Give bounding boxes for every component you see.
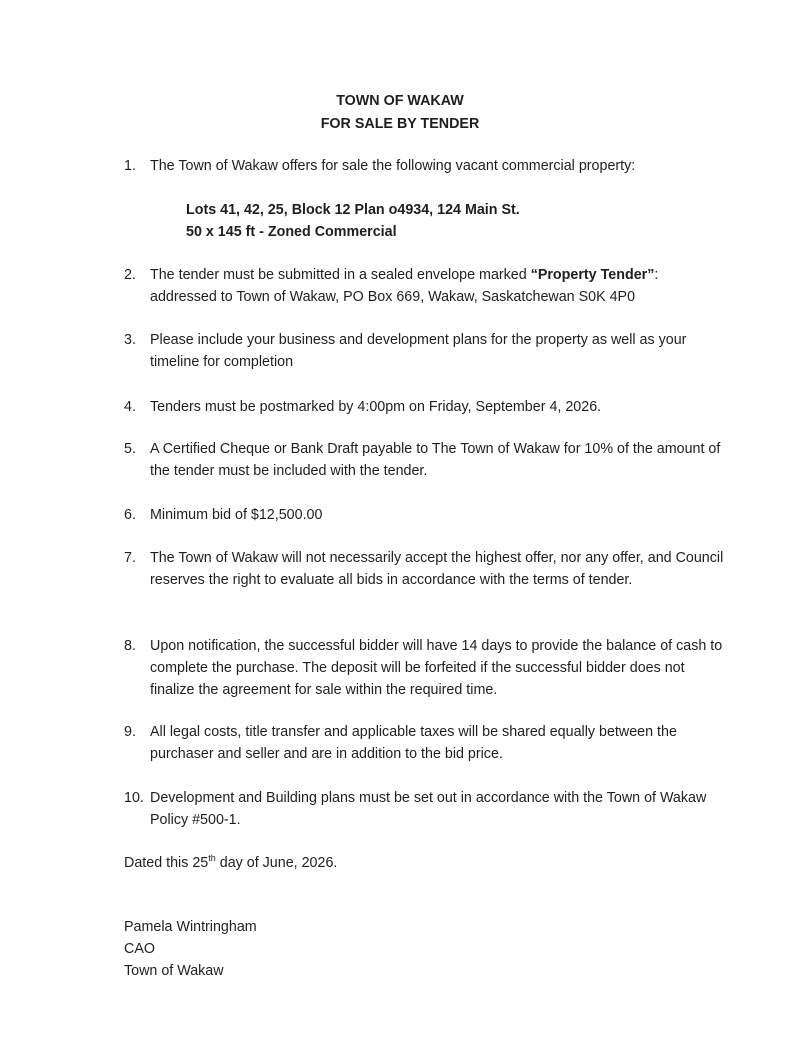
list-item-text: Development and Building plans must be set out in accordance with the Town of Wakaw Policy #500-1. [150, 790, 707, 828]
dated-line [124, 852, 337, 874]
list-item-8 [124, 635, 724, 701]
dated-superscript: th [208, 853, 216, 864]
list-item-text-part: The tender must be submitted in a sealed envelope marked [150, 267, 531, 283]
list-item-text: The Town of Wakaw offers for sale the following vacant commercial property: [150, 158, 636, 174]
list-item-5 [124, 438, 724, 482]
list-item-number: 6. [124, 507, 136, 523]
signatory-organization: Town of Wakaw [124, 963, 224, 979]
property-size-line: 50 x 145 ft - Zoned Commercial [186, 224, 397, 240]
list-item-number: 4. [124, 399, 136, 415]
list-item-number: 7. [124, 550, 136, 566]
list-item-9 [124, 721, 724, 765]
list-item-text: Tenders must be postmarked by 4:00pm on Friday, September 4, 2026. [150, 399, 602, 415]
list-item-text-part: : addressed to Town of Wakaw, PO Box 669, Wakaw, Saskatchewan S0K 4P0 [150, 267, 659, 305]
list-item-number: 10. [124, 790, 144, 806]
list-item-number: 1. [124, 158, 136, 174]
list-item-number: 8. [124, 638, 136, 654]
list-item-6 [124, 504, 724, 526]
list-item-7 [124, 547, 724, 591]
list-item-number: 3. [124, 332, 136, 348]
list-item-10 [124, 787, 724, 831]
list-item-text: Minimum bid of $12,500.00 [150, 507, 323, 523]
dated-prefix: Dated this 25 [124, 855, 209, 871]
dated-suffix: day of June, 2026. [215, 855, 338, 871]
signatory-name: Pamela Wintringham [124, 919, 257, 935]
property-tender-label: “Property Tender” [530, 267, 655, 283]
signatory-title: CAO [124, 941, 155, 957]
list-item-4 [124, 396, 724, 418]
list-item-text [150, 264, 724, 308]
document-title: TOWN OF WAKAW [336, 93, 464, 109]
property-lots-line: Lots 41, 42, 25, Block 12 Plan o4934, 124 Main St. [186, 202, 520, 218]
list-item-3 [124, 329, 724, 373]
list-item-text: Please include your business and development plans for the property as well as your timeline for completion [150, 332, 687, 370]
list-item-2 [124, 264, 724, 308]
list-item-number: 2. [124, 267, 136, 283]
list-item-number: 9. [124, 724, 136, 740]
list-item-1 [124, 155, 724, 177]
list-item-text: The Town of Wakaw will not necessarily accept the highest offer, nor any offer, and Council reserves the right to evaluate all bids in accordance with the terms of tender. [150, 550, 724, 588]
document-subtitle: FOR SALE BY TENDER [320, 116, 480, 132]
list-item-text: All legal costs, title transfer and applicable taxes will be shared equally between the purchaser and seller and are in addition to the bid price. [150, 724, 677, 762]
list-item-text: A Certified Cheque or Bank Draft payable to The Town of Wakaw for 10% of the amount of the tender must be included with the tender. [150, 441, 721, 479]
list-item-text: Upon notification, the successful bidder will have 14 days to provide the balance of cash to complete the purchase. The deposit will be forfeited if the successful bidder does not finalize the agreement for sale within the required time. [150, 638, 723, 698]
list-item-number: 5. [124, 441, 136, 457]
